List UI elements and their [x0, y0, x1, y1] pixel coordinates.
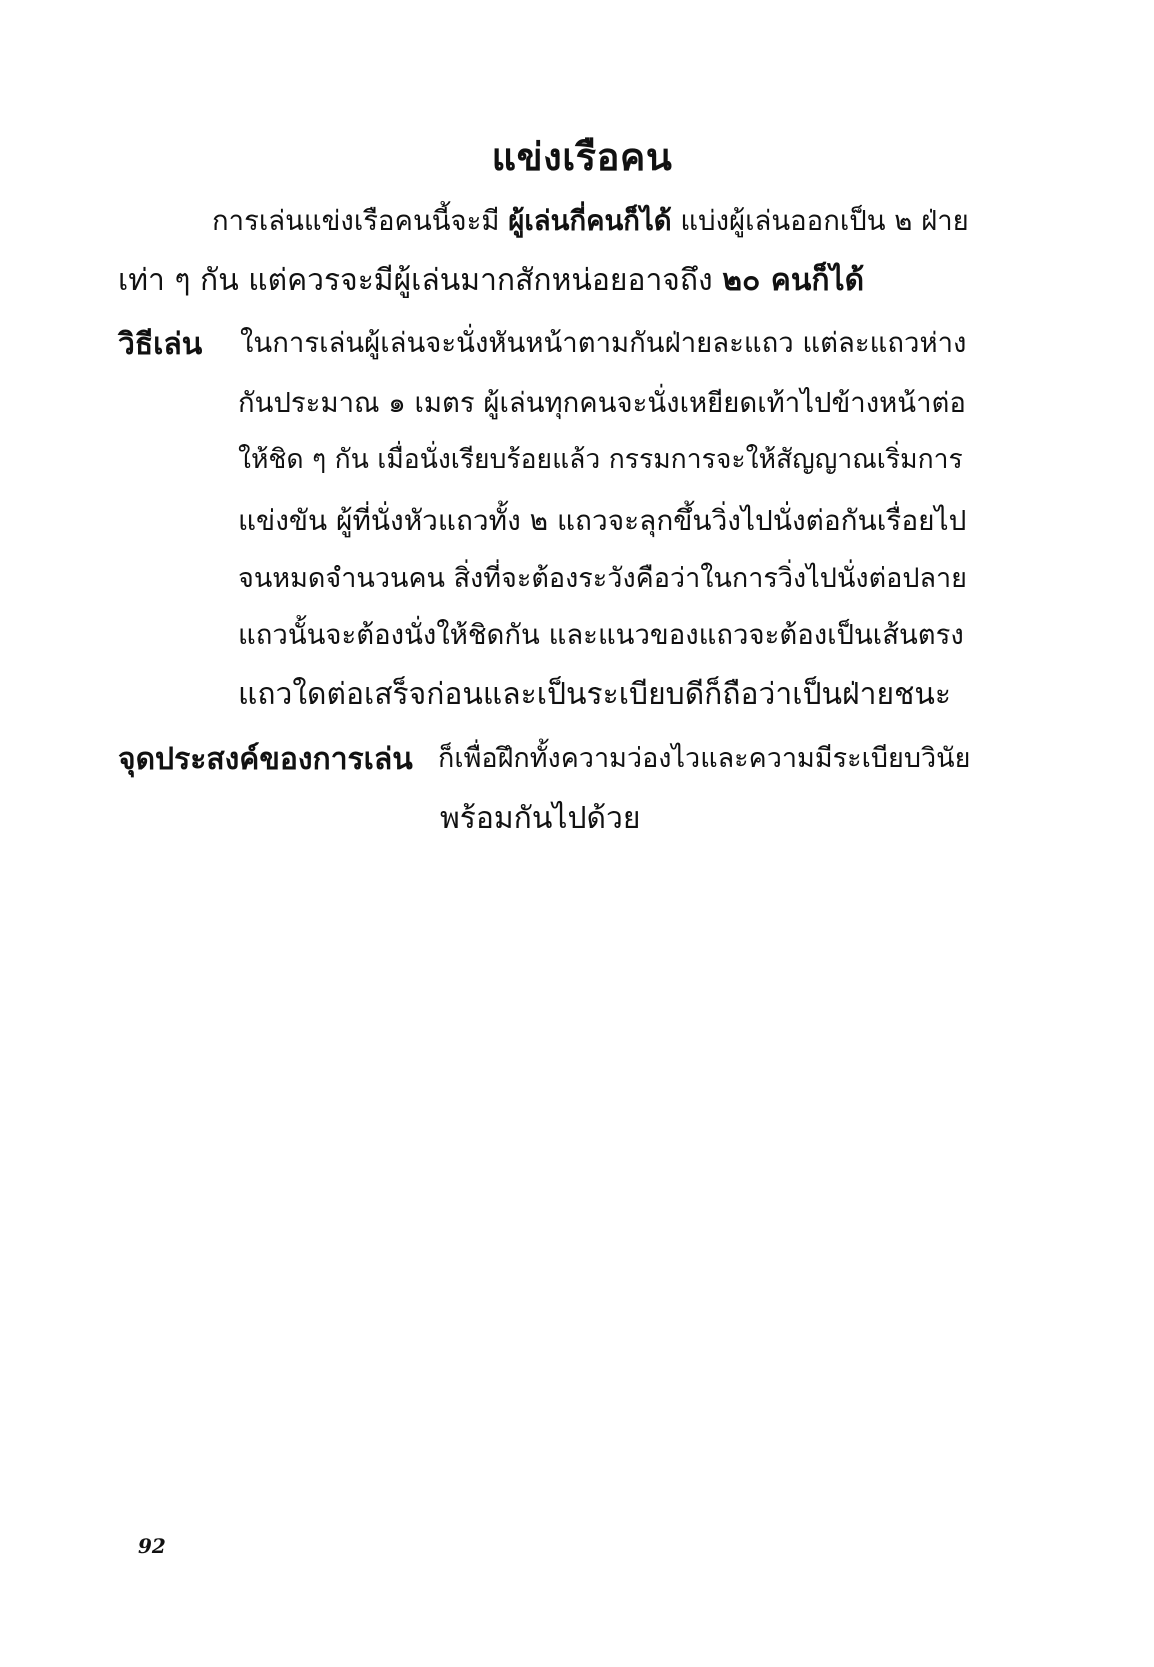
page-title: แข่งเรือคน	[491, 134, 673, 179]
method-line: แถวใดต่อเสร็จก่อนและเป็นระเบียบดีก็ถือว่าเป็นฝ่ายชนะ	[238, 677, 952, 712]
method-line: แถวนั้นจะต้องนั่งให้ชิดกัน และแนวของแถวจะต้องเป็นเส้นตรง	[238, 619, 964, 651]
method-line: จนหมดจำนวนคน สิ่งที่จะต้องระวังคือว่าในการวิ่งไปนั่งต่อปลาย	[238, 563, 967, 594]
method-line: กันประมาณ ๑ เมตร ผู้เล่นทุกคนจะนั่งเหยียดเท้าไปข้างหน้าต่อ	[238, 387, 966, 419]
purpose-line: ก็เพื่อฝึกทั้งความว่องไวและความมีระเบียบวินัย	[438, 743, 971, 774]
intro-line-1	[212, 205, 969, 237]
method-label: วิธีเล่น	[118, 327, 203, 362]
intro-text: เท่า ๆ กัน แต่ควรจะมีผู้เล่นมากสักหน่อยอาจถึง	[118, 263, 723, 298]
intro-text: แบ่งผู้เล่นออกเป็น ๒ ฝ่าย	[671, 205, 969, 237]
method-line: ให้ชิด ๆ กัน เมื่อนั่งเรียบร้อยแล้ว กรรมการจะให้สัญญาณเริ่มการ	[238, 444, 963, 475]
intro-bold-text: ๒๐ คนก็ได้	[722, 263, 865, 298]
intro-bold-text: ผู้เล่นกี่คนก็ได้	[508, 205, 672, 237]
page-number: 92	[138, 1534, 166, 1558]
intro-line-2	[118, 263, 865, 298]
purpose-line: พร้อมกันไปด้วย	[440, 801, 641, 836]
method-line: แข่งขัน ผู้ที่นั่งหัวแถวทั้ง ๒ แถวจะลุกขึ้นวิ่งไปนั่งต่อกันเรื่อยไป	[238, 504, 967, 537]
purpose-label: จุดประสงค์ของการเล่น	[118, 742, 413, 777]
method-line: ในการเล่นผู้เล่นจะนั่งหันหน้าตามกันฝ่ายละแถว แต่ละแถวห่าง	[240, 327, 967, 359]
intro-text: การเล่นแข่งเรือคนนี้จะมี	[212, 205, 509, 237]
